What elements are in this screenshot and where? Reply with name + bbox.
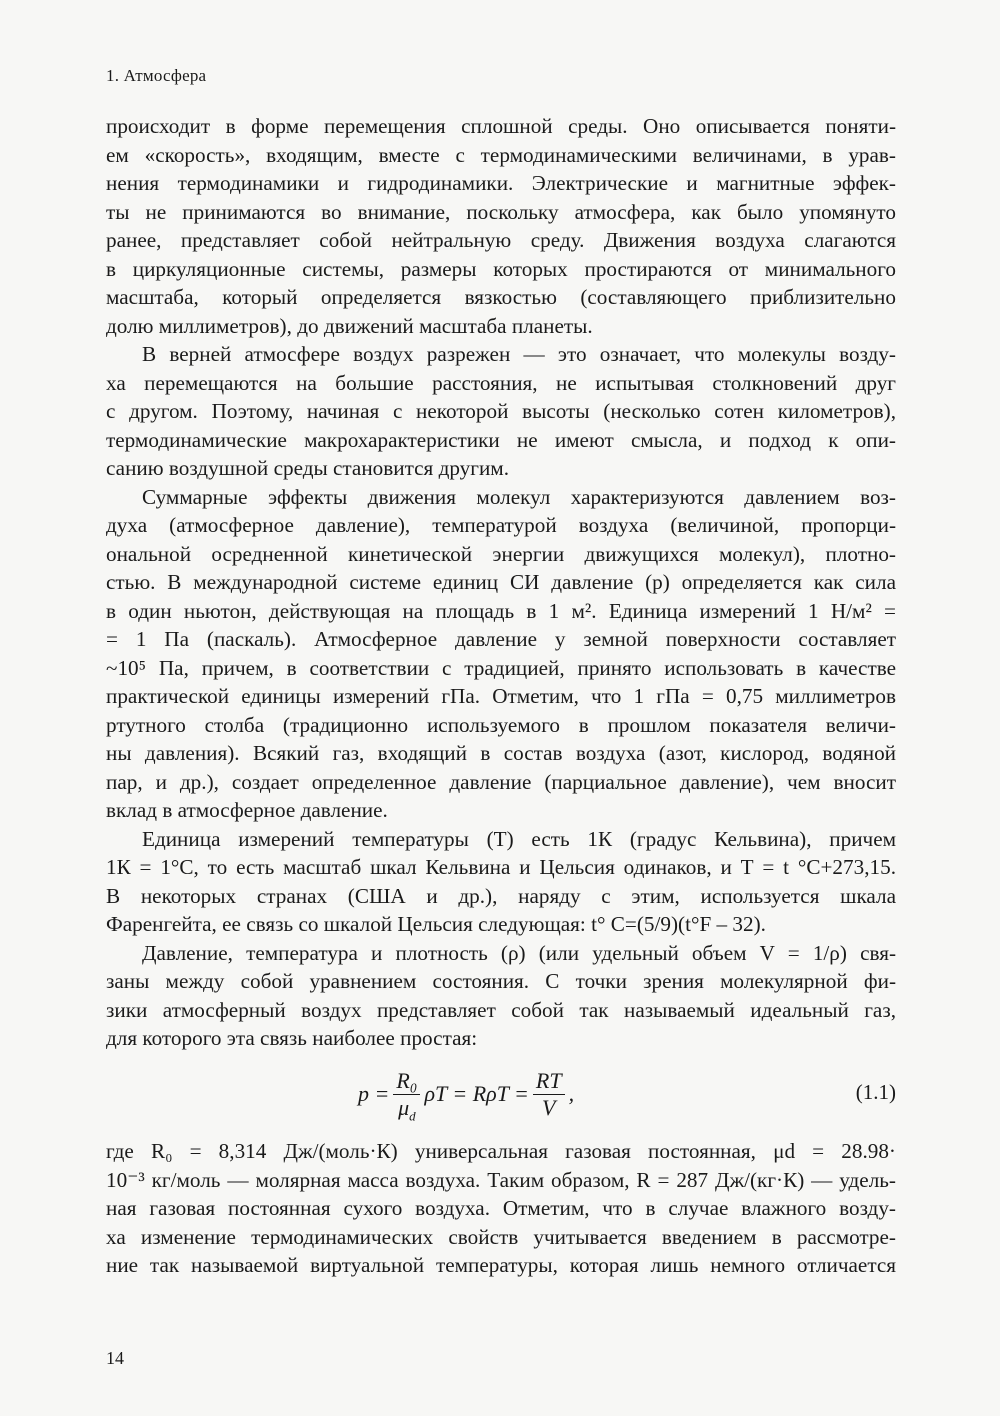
- text-line: В верней атмосфере воздух разрежен — это означает, что молекулы возду-: [142, 342, 896, 366]
- fraction-numerator: R₀: [393, 1068, 420, 1095]
- fraction-denominator: [395, 1095, 419, 1121]
- fraction-numerator: RT: [533, 1068, 565, 1095]
- text-line: ртутного столба (традиционно используемого в прошлом показателя величи-: [106, 712, 896, 737]
- text-line: Давление, температура и плотность (ρ) (или удельный объем V = 1/ρ) свя-: [142, 940, 896, 965]
- equation-lhs: p =: [358, 1081, 390, 1106]
- equation-body: [358, 1064, 574, 1124]
- text-line: ты не принимаются во внимание, поскольку атмосфера, как было упомянуто: [106, 199, 896, 224]
- text-line: стью. В международной системе единиц СИ давление (р) определяется как сила: [106, 570, 896, 594]
- text-line: Суммарные эффекты движения молекул характеризуются давлением воз-: [142, 484, 896, 509]
- text-line: ем «скорость», входящим, вместе с термодинамическими величинами, в урав-: [106, 142, 896, 167]
- text-line: происходит в форме перемещения сплошной среды. Оно описывается поняти-: [106, 114, 896, 138]
- text-line: с другом. Поэтому, начиная с некоторой высоты (несколько сотен километров),: [106, 399, 896, 423]
- fraction-r0-over-mu: [393, 1068, 420, 1121]
- text-line: ная газовая постоянная сухого воздуха. Отметим, что в случае влажного возду-: [106, 1196, 896, 1220]
- equation-tail: ,: [568, 1081, 575, 1106]
- text-line: = 1 Па (паскаль). Атмосферное давление у земной поверхности составляет: [106, 627, 896, 651]
- text-line: ха изменение термодинамических свойств учитывается введением в рассмотре-: [106, 1224, 896, 1249]
- text-line: в циркуляционные системы, размеры которых простираются от минимального: [106, 256, 896, 281]
- text-line: термодинамические макрохарактеристики не имеют смысла, и подход к опи-: [106, 427, 896, 452]
- text-line: ние так называемой виртуальной температуры, которая лишь немного отличается: [106, 1253, 896, 1277]
- text-line: ха перемещаются на большие расстояния, не испытывая столкновений друг: [106, 370, 896, 395]
- text-line: пар, и др.), создает определенное давление (парциальное давление), чем вносит: [106, 769, 896, 794]
- text-line: ны давления). Всякий газ, входящий в состав воздуха (азот, кислород, водяной: [106, 741, 896, 765]
- text-line: где R₀ = 8,314 Дж/(моль·К) универсальная газовая постоянная, μd = 28.98·: [106, 1139, 896, 1163]
- text-line: Единица измерений температуры (Т) есть 1К (градус Кельвина), причем: [142, 826, 896, 851]
- equation-middle: ρT = RρT =: [424, 1081, 529, 1106]
- text-line: зики атмосферный воздух представляет собой так называемый идеальный газ,: [106, 997, 896, 1022]
- text-line: масштаба, который определяется вязкостью (составляющего приблизительно: [106, 285, 896, 309]
- text-line: Фаренгейта, ее связь со шкалой Цельсия следующая: t° C=(5/9)(t°F – 32).: [106, 912, 766, 936]
- equation-number: (1.1): [855, 1080, 896, 1104]
- text-line: В некоторых странах (США и др.), наряду с этим, используется шкала: [106, 883, 896, 908]
- subscript-d: d: [409, 1107, 416, 1123]
- text-line: 1К = 1°С, то есть масштаб шкал Кельвина и Цельсия одинаков, и Т = t °С+273,15.: [106, 855, 896, 879]
- text-line: 10⁻³ кг/моль — молярная масса воздуха. Таким образом, R = 287 Дж/(кг·К) — удель-: [106, 1167, 896, 1192]
- mu-symbol: μ: [398, 1094, 410, 1120]
- text-line: нения термодинамики и гидродинамики. Электрические и магнитные эффек-: [106, 171, 896, 195]
- text-line: в один ньютон, действующая на площадь в 1 м². Единица измерений 1 Н/м² =: [106, 598, 896, 623]
- text-line: духа (атмосферное давление), температурой воздуха (величиной, пропорци-: [106, 513, 896, 537]
- fraction-rt-over-v: [533, 1068, 565, 1121]
- page-number: 14: [106, 1348, 124, 1368]
- equation-1-1: [106, 1058, 896, 1132]
- text-line: санию воздушной среды становится другим.: [106, 456, 509, 480]
- text-line: вклад в атмосферное давление.: [106, 798, 388, 822]
- body-text: [106, 112, 896, 1053]
- text-line: ранее, представляет собой нейтральную среду. Движения воздуха слагаются: [106, 228, 896, 252]
- text-line: долю миллиметров), до движений масштаба планеты.: [106, 313, 593, 338]
- text-line: для которого эта связь наиболее простая:: [106, 1026, 478, 1050]
- running-head: 1. Атмосфера: [106, 66, 207, 85]
- text-line: ~10⁵ Па, причем, в соответствии с традицией, принято использовать в качестве: [106, 655, 896, 680]
- fraction-denominator: V: [542, 1094, 556, 1120]
- text-line: заны между собой уравнением состояния. С точки зрения молекулярной фи-: [106, 969, 896, 993]
- text-line: практической единицы измерений гПа. Отметим, что 1 гПа = 0,75 миллиметров: [106, 684, 896, 708]
- text-line: ональной осредненной кинетической энергии движущихся молекул), плотно-: [106, 541, 896, 566]
- body-text-continued: [106, 1137, 896, 1280]
